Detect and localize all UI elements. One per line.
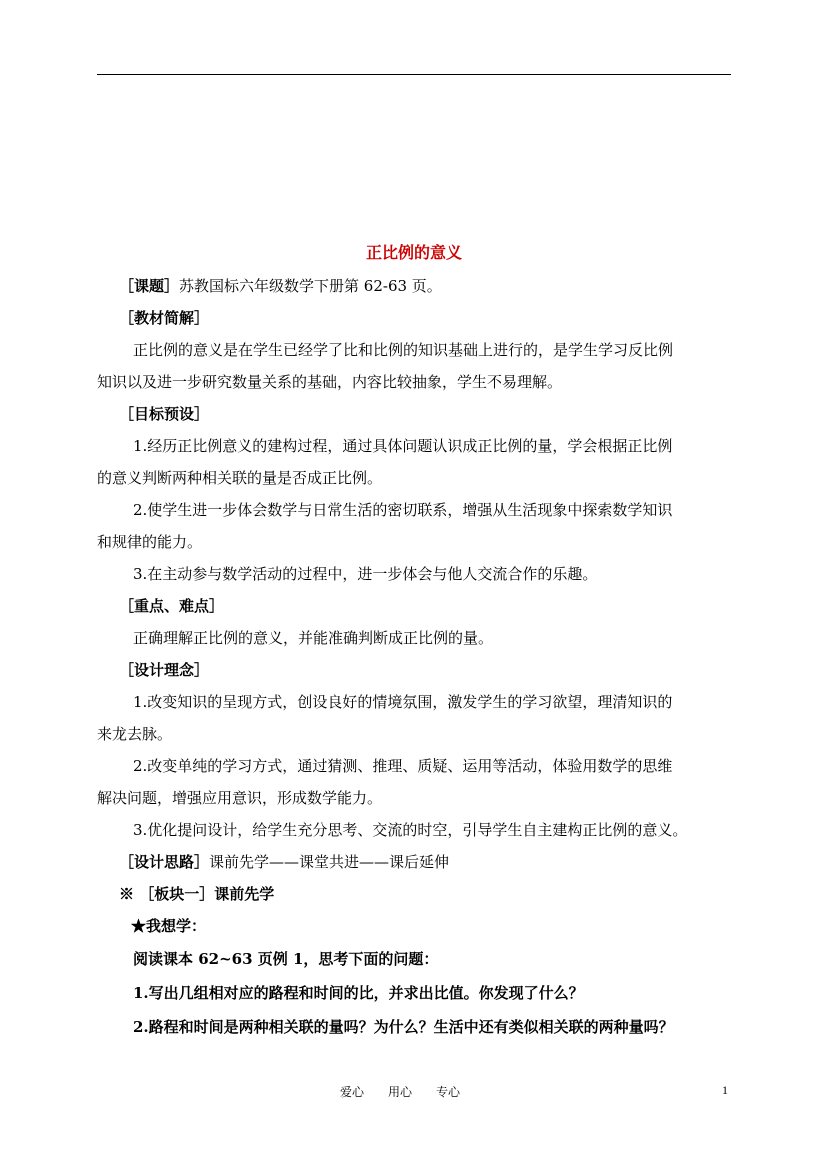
design-flow-line [97,846,731,878]
module-symbol: ※ [119,885,135,903]
design-flow-label: ［设计思路］ [119,853,210,871]
concept-2-line-1: 2.改变单纯的学习方式，通过猜测、推理、质疑、运用等活动，体验用数学的思维 [133,757,673,775]
goal-2-line-1: 2.使学生进一步体会数学与日常生活的密切联系，增强从生活现象中探索数学知识 [133,501,673,519]
goals-heading: ［目标预设］ [119,405,210,423]
lesson-label: ［课题］ [119,277,180,295]
concept-1-line-1: 1.改变知识的呈现方式，创设良好的情境氛围，激发学生的学习欲望，理清知识的 [133,693,673,711]
design-concept-heading: ［设计理念］ [119,661,210,679]
goal-3-line-1: 3.在主动参与数学活动的过程中，进一步体会与他人交流合作的乐趣。 [133,565,598,583]
goal-2-line-2: 和规律的能力。 [97,533,203,551]
material-heading: ［教材简解］ [119,309,210,327]
key-points-text: 正确理解正比例的意义，并能准确判断成正比例的量。 [133,629,494,647]
document-body [97,236,731,1044]
question-2: 2.路程和时间是两种相关联的量吗？为什么？生活中还有类似相关联的两种量吗？ [133,1018,674,1036]
question-1: 1.写出几组相对应的路程和时间的比，并求出比值。你发现了什么？ [133,984,584,1002]
document-title: 正比例的意义 [365,243,462,262]
reading-instruction: 阅读课本 62~63 页例 1，思考下面的问题： [133,950,439,968]
material-line-1: 正比例的意义是在学生已经学了比和比例的知识基础上进行的，是学生学习反比例 [133,341,674,359]
lesson-text: 苏教国标六年级数学下册第 62-63 页。 [179,277,442,295]
lesson-line [97,270,731,302]
material-line-2: 知识以及进一步研究数量关系的基础，内容比较抽象，学生不易理解。 [97,373,563,391]
think-heading: ★我想学： [131,917,207,935]
page-footer [0,1083,827,1103]
page-number: 1 [722,1083,728,1097]
goal-1-line-2: 的意义判断两种相关联的量是否成正比例。 [97,469,383,487]
footer-motto: 爱心 用心 专心 [340,1085,461,1099]
concept-3-line-1: 3.优化提问设计，给学生充分思考、交流的时空，引导学生自主建构正比例的意义。 [133,821,688,839]
concept-1-line-2: 来龙去脉。 [97,725,173,743]
concept-2-line-2: 解决问题，增强应用意识，形成数学能力。 [97,789,383,807]
module-line [97,878,731,910]
goal-1-line-1: 1.经历正比例意义的建构过程，通过具体问题认识成正比例的量，学会根据正比例 [133,437,673,455]
module-text: ［板块一］课前先学 [139,885,275,903]
key-points-heading: ［重点、难点］ [119,597,225,615]
header-rule [97,74,731,75]
design-flow-text: 课前先学——课堂共进——课后延伸 [209,853,450,871]
